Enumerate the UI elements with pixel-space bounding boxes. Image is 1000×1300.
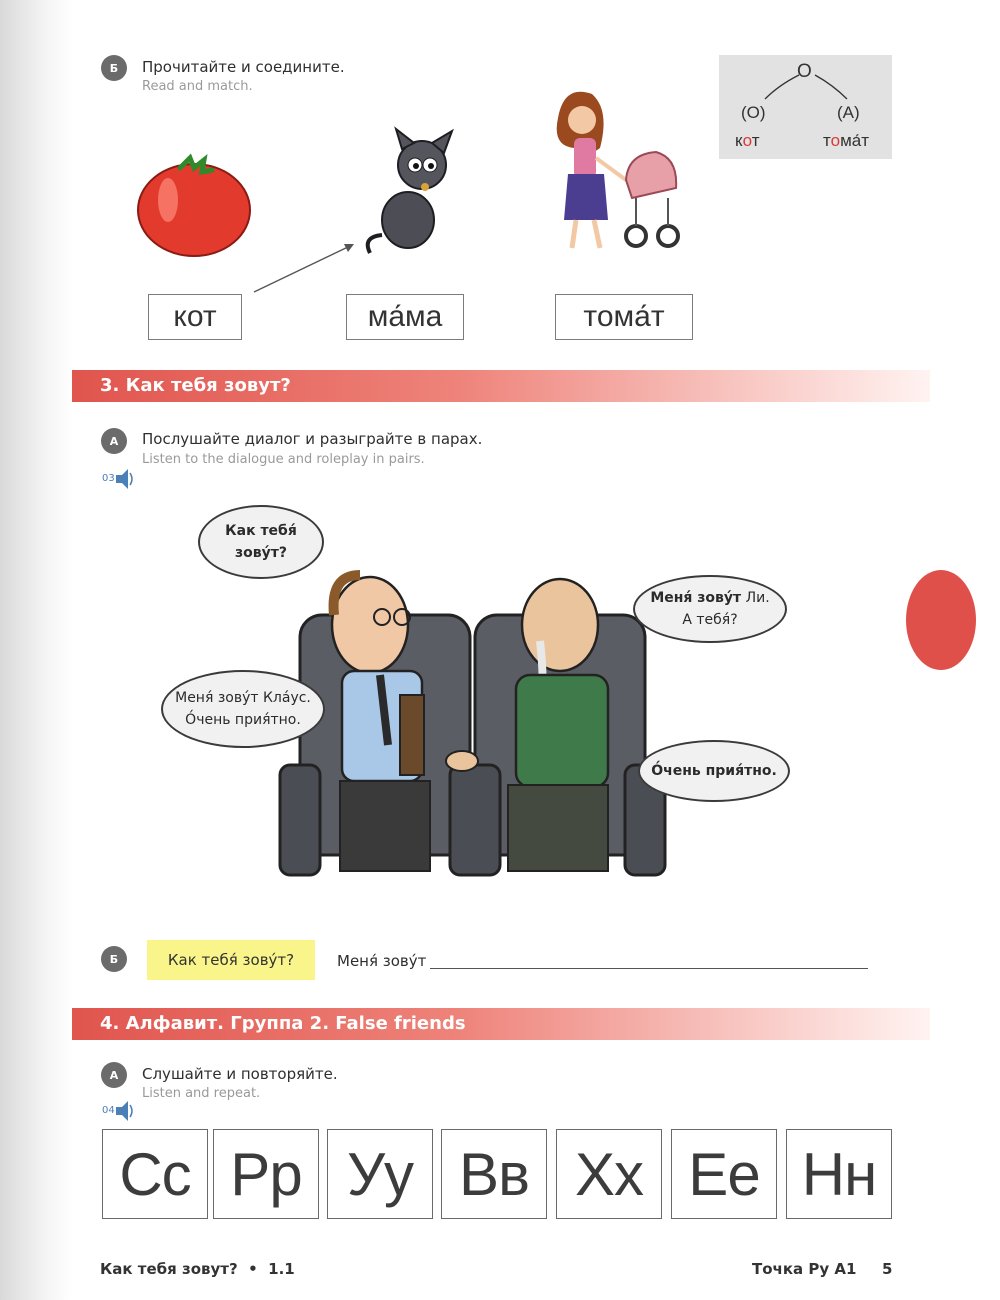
footer-chapter: Как тебя зовут? • 1.1 [100, 1260, 295, 1278]
mother-stroller-illustration [548, 88, 688, 258]
speech-bubble [198, 505, 324, 579]
exercise-marker: Б [101, 946, 127, 972]
bubble-line: О́чень прия́тно. [185, 712, 301, 728]
answer-blank-line[interactable] [430, 968, 868, 969]
word-card: ма́ма [346, 294, 464, 340]
stress-example-word: кот [735, 131, 760, 150]
speech-bubble [633, 575, 787, 643]
bubble-line: Меня́ зову́т Кла́ус. [175, 690, 311, 706]
bubble-text: Как тебя́ зову́т? [225, 523, 297, 561]
letter-card: Вв [441, 1129, 547, 1219]
audio-track-number: 04 [102, 1105, 115, 1116]
audio-track[interactable] [102, 465, 136, 493]
speech-bubble [161, 670, 325, 748]
speaker-icon [114, 465, 136, 493]
footer-book-title: Точка Ру А1 [752, 1260, 857, 1278]
word-card: тома́т [555, 294, 693, 340]
letter-card: Рр [213, 1129, 319, 1219]
side-chapter-tab [906, 570, 976, 670]
instruction-ru: Послушайте диалог и разыграйте в парах. [142, 430, 483, 448]
instruction-ru: Слушайте и повторяйте. [142, 1065, 338, 1083]
stress-right-label: (А) [837, 103, 860, 122]
page-gutter-shadow [0, 0, 72, 1300]
tomato-illustration [128, 150, 258, 260]
section-header [72, 1008, 930, 1040]
letter-card: Уу [327, 1129, 433, 1219]
cat-illustration [360, 125, 470, 260]
letter-card: Сс [102, 1129, 208, 1219]
dialogue-illustration [270, 545, 680, 890]
answer-prefix: Меня́ зову́т [337, 952, 427, 970]
bubble-text: О́чень прия́тно. [651, 763, 777, 779]
match-arrow [250, 238, 360, 298]
bubble-line: А тебя́? [682, 612, 738, 628]
instruction-en: Read and match. [142, 79, 253, 94]
stress-left-label: (О) [741, 103, 766, 122]
page-number: 5 [882, 1260, 893, 1278]
letter-card: Хх [556, 1129, 662, 1219]
exercise-marker: Б [101, 55, 127, 81]
audio-track-number: 03 [102, 473, 115, 484]
exercise-marker: А [101, 428, 127, 454]
letter-card: Нн [786, 1129, 892, 1219]
letter-card: Ее [671, 1129, 777, 1219]
instruction-en: Listen to the dialogue and roleplay in pairs. [142, 452, 425, 467]
exercise-marker: А [101, 1062, 127, 1088]
section-header [72, 370, 930, 402]
bubble-line: Меня́ зову́т Ли. [650, 590, 770, 606]
word-card: кот [148, 294, 242, 340]
speaker-icon [114, 1097, 136, 1125]
section-title: 3. Как тебя зовут? [100, 375, 291, 396]
instruction-ru: Прочитайте и соедините. [142, 58, 345, 76]
instruction-en: Listen and repeat. [142, 1086, 261, 1101]
question-highlight: Как тебя́ зову́т? [147, 940, 315, 980]
stress-example-word: тома́т [823, 131, 870, 150]
stress-rule-box [719, 55, 892, 159]
stress-letter: O [797, 61, 812, 82]
speech-bubble [638, 740, 790, 802]
section-title: 4. Алфавит. Группа 2. False friends [100, 1013, 466, 1034]
audio-track[interactable] [102, 1097, 136, 1125]
